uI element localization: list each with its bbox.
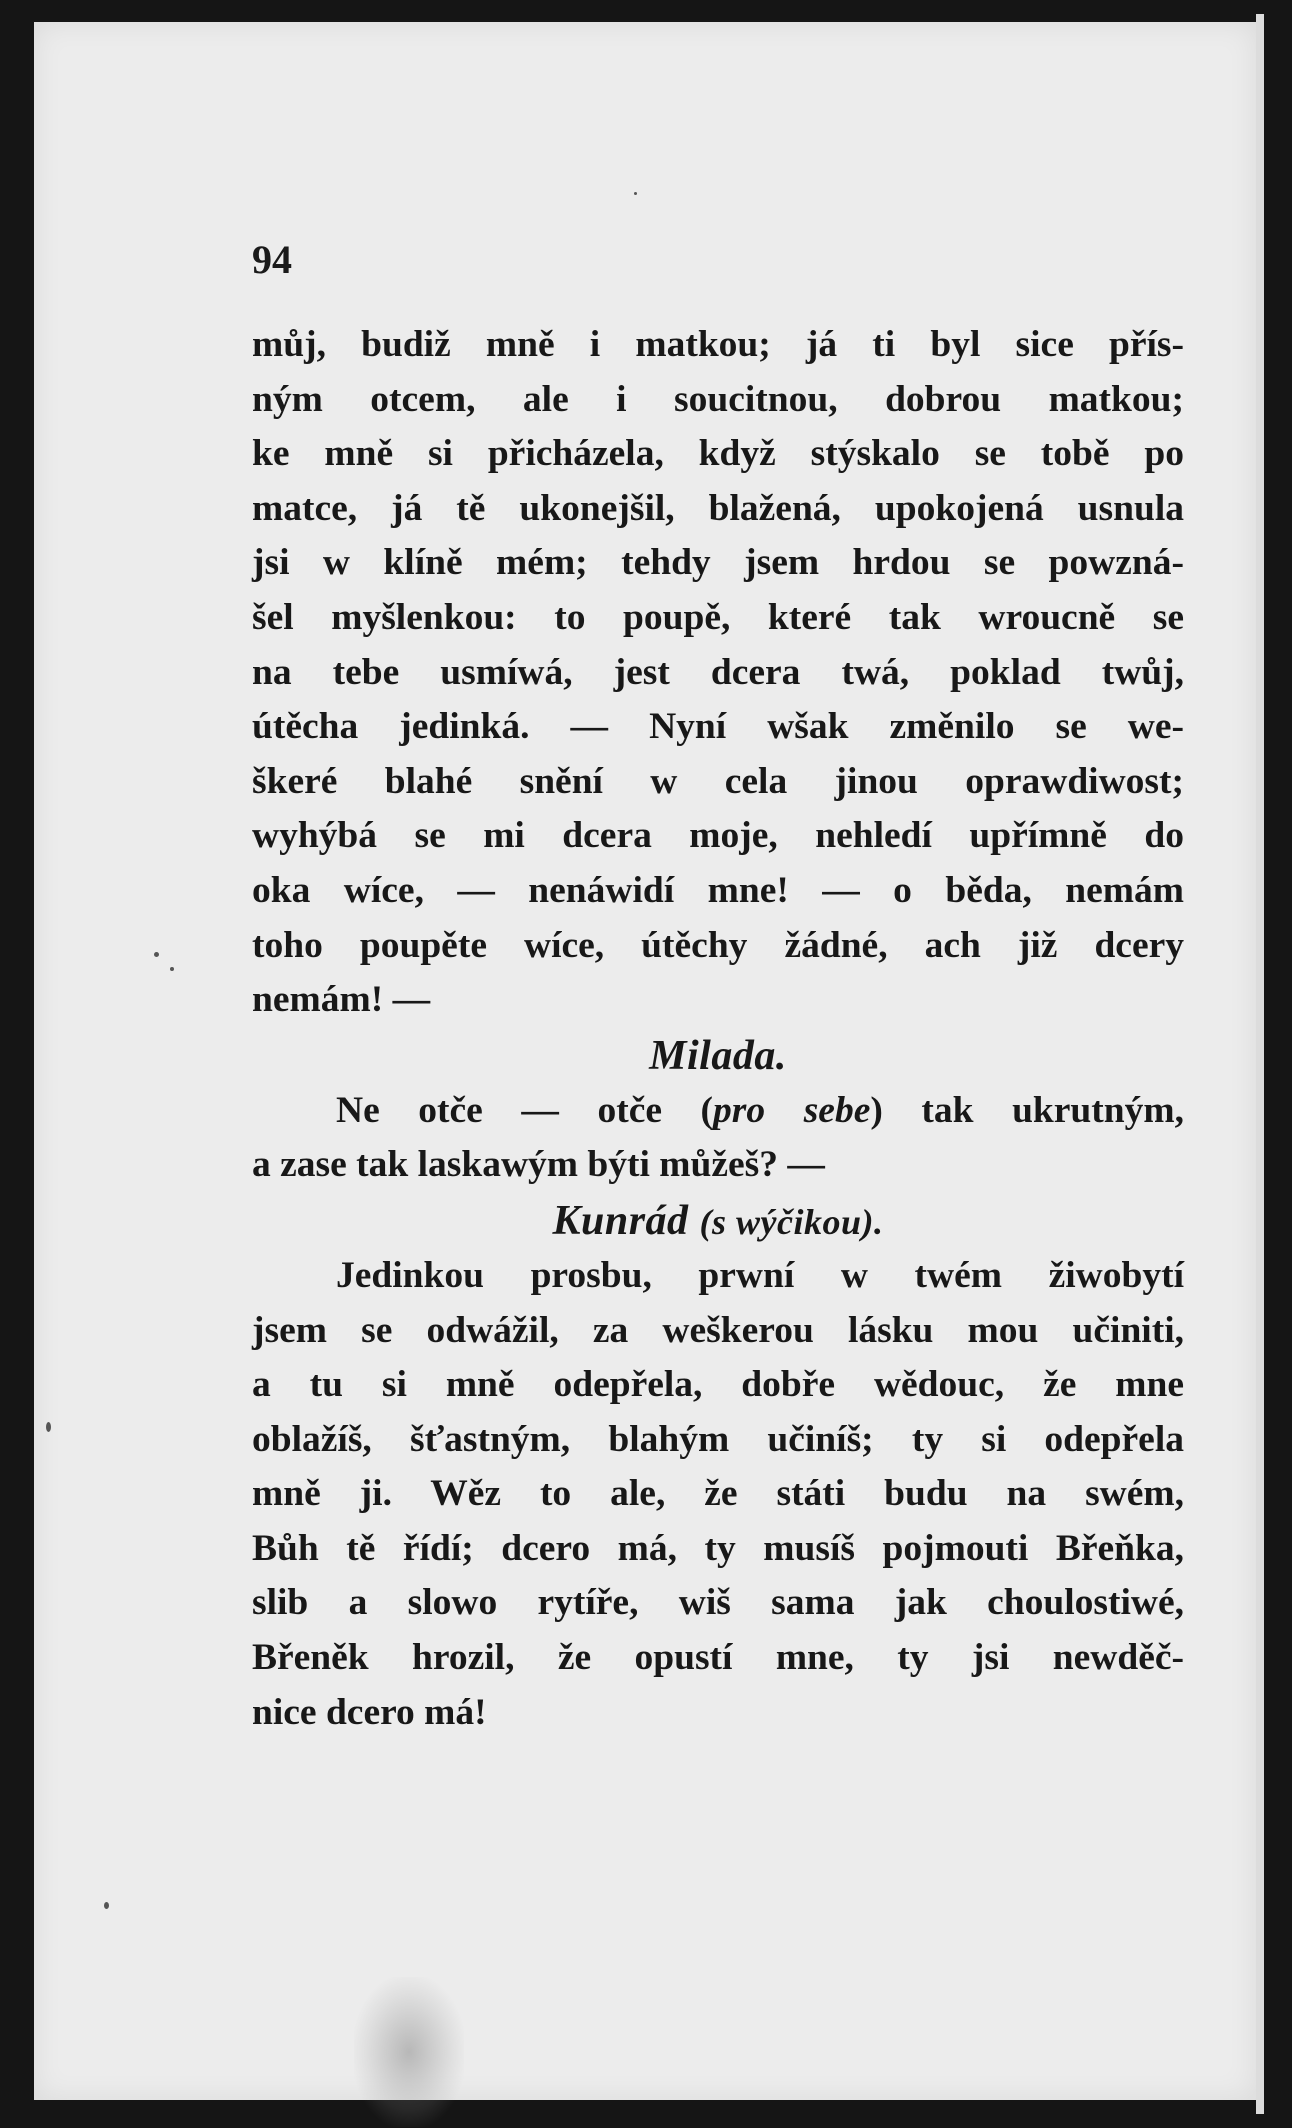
speaker-milada: Milada.: [649, 1032, 787, 1079]
text-line: a tu si mně odepřela, dobře wědouc, že mne: [252, 1364, 1184, 1406]
ink-speck: [46, 1422, 51, 1432]
text-line: Jedinkou prosbu, prwní w twém žiwobytí: [336, 1254, 1184, 1296]
text-line: na tebe usmíwá, jest dcera twá, poklad twůj,: [252, 651, 1184, 693]
page-text: [252, 318, 1184, 1740]
speech-block-milada: [252, 1084, 1184, 1193]
text-line: toho poupěte wíce, útěchy žádné, ach již dcery: [252, 924, 1184, 966]
stage-direction: pro sebe: [713, 1089, 871, 1131]
ink-speck: [154, 952, 159, 957]
text-fragment: Ne otče — otče (: [336, 1089, 714, 1131]
text-line: matce, já tě ukonejšil, blažená, upokojená usnula: [252, 487, 1184, 529]
text-line: mně ji. Wěz to ale, že státi budu na swém,: [252, 1473, 1184, 1515]
text-line: šel myšlenkou: to poupě, které tak wroucně se: [252, 596, 1184, 638]
ink-speck: [170, 967, 174, 971]
ink-speck: [104, 1902, 109, 1909]
speech-block-kunrad: [252, 1249, 1184, 1740]
text-line: Bůh tě řídí; dcero má, ty musíš pojmouti Břeňka,: [252, 1527, 1184, 1569]
text-line: škeré blahé snění w cela jinou oprawdiwost;: [252, 760, 1184, 802]
page-smudge: [354, 1977, 464, 2127]
text-fragment: ) tak ukrutným,: [870, 1089, 1184, 1131]
text-line: a zase tak laskawým býti můžeš? —: [252, 1144, 825, 1186]
text-line: wyhýbá se mi dcera moje, nehledí upřímně do: [252, 815, 1184, 857]
text-line: jsem se odwážil, za weškerou lásku mou učiniti,: [252, 1309, 1184, 1351]
speaker-name: Kunrád: [552, 1197, 689, 1244]
text-line: Břeněk hrozil, že opustí mne, ty jsi newděč-: [252, 1637, 1184, 1679]
next-page-edge: [1256, 14, 1264, 2114]
ink-speck: [634, 192, 637, 195]
text-line: oka wíce, — nenáwidí mne! — o běda, nemám: [252, 869, 1184, 911]
page-number: 94: [252, 237, 292, 282]
speaker-kunrad: [252, 1193, 1184, 1249]
stage-direction: (s wýčikou).: [699, 1201, 884, 1242]
speech-block-1: [252, 318, 1184, 1028]
text-line: jsi w klíně mém; tehdy jsem hrdou se powzná-: [252, 542, 1184, 584]
text-line: můj, budiž mně i matkou; já ti byl sice přís-: [252, 324, 1184, 365]
text-line: nice dcero má!: [252, 1691, 487, 1733]
text-line: [252, 1084, 1184, 1139]
text-line: útěcha jedinká. — Nyní wšak změnilo se we-: [252, 706, 1184, 748]
text-line: oblažíš, šťastným, blahým učiníš; ty si odepřela: [252, 1418, 1184, 1460]
text-line: slib a slowo rytíře, wiš sama jak choulostiwé,: [252, 1582, 1184, 1624]
text-line: nemám! —: [252, 979, 431, 1021]
text-line: ným otcem, ale i soucitnou, dobrou matkou;: [252, 378, 1184, 420]
text-line: ke mně si přicházela, když stýskalo se tobě po: [252, 433, 1184, 475]
